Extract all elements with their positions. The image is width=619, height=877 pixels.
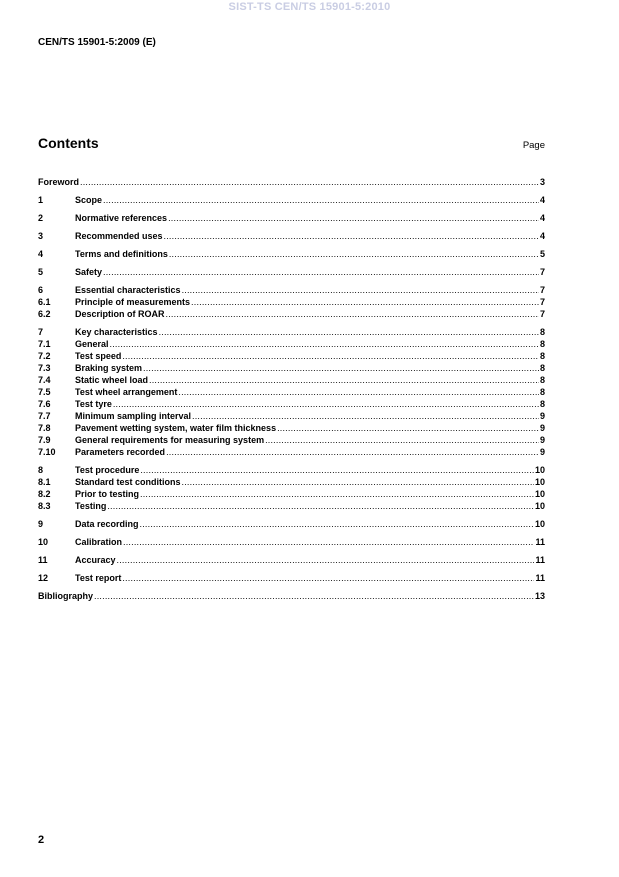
toc-entry[interactable]	[38, 362, 545, 374]
dot-leader	[140, 464, 534, 476]
page-column-label: Page	[522, 140, 545, 151]
toc-entry[interactable]	[38, 554, 545, 566]
toc-entry-number: 6.1	[38, 297, 51, 307]
toc-entry-page: 10	[534, 465, 545, 475]
toc-entry[interactable]	[38, 176, 545, 188]
dot-leader	[192, 410, 539, 422]
dot-leader	[103, 194, 539, 206]
toc-entry-number: 7	[38, 327, 44, 337]
dot-leader	[122, 572, 534, 584]
toc-entry[interactable]	[38, 488, 545, 500]
page-number: 2	[38, 834, 45, 846]
contents-heading: Contents	[38, 135, 99, 151]
toc-entry-title: Test procedure	[75, 465, 140, 475]
toc-entry-number: 10	[38, 537, 49, 547]
toc-entry-title: Key characteristics	[75, 327, 158, 337]
toc-entry[interactable]	[38, 194, 545, 206]
toc-entry-title: Parameters recorded	[75, 447, 166, 457]
dot-leader	[178, 386, 539, 398]
toc-entry-number: 8.2	[38, 489, 51, 499]
toc-entry-number: 9	[38, 519, 44, 529]
table-of-contents	[38, 176, 545, 602]
dot-leader	[168, 212, 539, 224]
toc-entry-number: 7.6	[38, 399, 51, 409]
toc-entry-title: Foreword	[38, 177, 80, 187]
toc-entry[interactable]	[38, 266, 545, 278]
toc-entry[interactable]	[38, 326, 545, 338]
dot-leader	[117, 554, 535, 566]
toc-entry-title: Principle of measurements	[75, 297, 191, 307]
toc-entry-title: Recommended uses	[75, 231, 163, 241]
dot-leader	[182, 284, 539, 296]
toc-entry-title: Static wheel load	[75, 375, 149, 385]
toc-entry-title: Minimum sampling interval	[75, 411, 192, 421]
toc-entry[interactable]	[38, 464, 545, 476]
toc-entry-number: 12	[38, 573, 49, 583]
toc-entry-number: 6.2	[38, 309, 51, 319]
toc-entry-title: Braking system	[75, 363, 143, 373]
toc-entry-number: 5	[38, 267, 44, 277]
toc-entry-page: 4	[539, 213, 545, 223]
dot-leader	[265, 434, 539, 446]
toc-entry-title: Calibration	[75, 537, 123, 547]
toc-entry-number: 7.8	[38, 423, 51, 433]
toc-entry[interactable]	[38, 446, 545, 458]
dot-leader	[166, 446, 539, 458]
toc-entry-title: Bibliography	[38, 591, 94, 601]
toc-entry-title: Safety	[75, 267, 103, 277]
toc-entry-number: 7.4	[38, 375, 51, 385]
toc-entry-page: 8	[539, 339, 545, 349]
toc-entry-number: 8	[38, 465, 44, 475]
toc-entry-page: 10	[534, 477, 545, 487]
toc-entry-number: 8.1	[38, 477, 51, 487]
dot-leader	[80, 176, 539, 188]
toc-entry-title: Pavement wetting system, water film thickness	[75, 423, 277, 433]
toc-entry[interactable]	[38, 476, 545, 488]
toc-entry[interactable]	[38, 248, 545, 260]
dot-leader	[107, 500, 534, 512]
toc-entry[interactable]	[38, 536, 545, 548]
toc-entry-number: 11	[38, 555, 48, 565]
dot-leader	[191, 296, 539, 308]
toc-entry[interactable]	[38, 410, 545, 422]
toc-entry-title: Normative references	[75, 213, 168, 223]
toc-entry-title: Standard test conditions	[75, 477, 181, 487]
toc-entry-number: 7.2	[38, 351, 51, 361]
toc-entry-page: 11	[535, 537, 545, 547]
toc-entry-title: Description of ROAR	[75, 309, 165, 319]
toc-entry-number: 3	[38, 231, 44, 241]
toc-entry-page: 7	[539, 309, 545, 319]
dot-leader	[140, 488, 534, 500]
toc-entry-page: 11	[535, 573, 545, 583]
toc-entry-title: Data recording	[75, 519, 139, 529]
toc-entry-page: 10	[534, 501, 545, 511]
toc-entry-title: Scope	[75, 195, 103, 205]
toc-entry-title: General requirements for measuring system	[75, 435, 265, 445]
dot-leader	[169, 248, 539, 260]
toc-entry-title: Prior to testing	[75, 489, 140, 499]
dot-leader	[123, 536, 534, 548]
toc-entry[interactable]	[38, 422, 545, 434]
toc-entry-title: Testing	[75, 501, 107, 511]
dot-leader	[103, 266, 539, 278]
toc-entry[interactable]	[38, 230, 545, 242]
toc-entry-page: 7	[539, 297, 545, 307]
toc-entry-page: 8	[539, 363, 545, 373]
toc-entry[interactable]	[38, 338, 545, 350]
toc-entry[interactable]	[38, 518, 545, 530]
toc-entry-number: 8.3	[38, 501, 51, 511]
toc-entry-number: 7.9	[38, 435, 51, 445]
toc-entry-number: 1	[38, 195, 44, 205]
toc-entry-page: 9	[539, 411, 545, 421]
dot-leader	[143, 362, 539, 374]
toc-entry-title: General	[75, 339, 109, 349]
toc-entry-number: 2	[38, 213, 44, 223]
toc-entry-page: 9	[539, 423, 545, 433]
toc-entry-number: 6	[38, 285, 44, 295]
toc-entry-title: Test tyre	[75, 399, 112, 409]
dot-leader	[122, 350, 539, 362]
document-id: CEN/TS 15901-5:2009 (E)	[38, 37, 156, 48]
toc-entry-number: 7.5	[38, 387, 51, 397]
dot-leader	[159, 326, 539, 338]
toc-entry-page: 9	[539, 435, 545, 445]
toc-entry[interactable]	[38, 500, 545, 512]
toc-entry-number: 7.1	[38, 339, 51, 349]
toc-entry-page: 7	[539, 285, 545, 295]
toc-entry-page: 11	[535, 555, 545, 565]
toc-entry[interactable]	[38, 590, 545, 602]
dot-leader	[113, 398, 539, 410]
toc-entry-page: 9	[539, 447, 545, 457]
toc-entry[interactable]	[38, 284, 545, 296]
watermark: SIST-TS CEN/TS 15901-5:2010	[228, 1, 391, 13]
dot-leader	[164, 230, 539, 242]
toc-entry[interactable]	[38, 386, 545, 398]
toc-entry-number: 7.3	[38, 363, 51, 373]
toc-entry[interactable]	[38, 308, 545, 320]
toc-entry-page: 13	[534, 591, 545, 601]
toc-entry-page: 10	[534, 489, 545, 499]
toc-entry-page: 4	[539, 231, 545, 241]
toc-entry[interactable]	[38, 434, 545, 446]
toc-entry-page: 7	[539, 267, 545, 277]
dot-leader	[140, 518, 534, 530]
toc-entry-number: 7.10	[38, 447, 56, 457]
dot-leader	[166, 308, 539, 320]
toc-entry-page: 8	[539, 327, 545, 337]
toc-entry[interactable]	[38, 572, 545, 584]
dot-leader	[110, 338, 539, 350]
toc-entry-title: Test speed	[75, 351, 122, 361]
toc-entry-title: Essential characteristics	[75, 285, 181, 295]
toc-entry-page: 8	[539, 375, 545, 385]
toc-entry-title: Accuracy	[75, 555, 116, 565]
toc-entry[interactable]	[38, 374, 545, 386]
toc-entry-title: Test wheel arrangement	[75, 387, 178, 397]
dot-leader	[182, 476, 534, 488]
toc-entry-page: 3	[539, 177, 545, 187]
dot-leader	[94, 590, 534, 602]
toc-entry-title: Terms and definitions	[75, 249, 168, 259]
toc-entry-number: 4	[38, 249, 44, 259]
toc-entry-page: 10	[534, 519, 545, 529]
toc-entry[interactable]	[38, 296, 545, 308]
dot-leader	[149, 374, 539, 386]
toc-entry-page: 8	[539, 351, 545, 361]
toc-entry-page: 8	[539, 399, 545, 409]
toc-entry-title: Test report	[75, 573, 122, 583]
toc-entry[interactable]	[38, 350, 545, 362]
toc-entry-page: 8	[539, 387, 545, 397]
toc-entry-page: 4	[539, 195, 545, 205]
toc-entry-page: 5	[539, 249, 545, 259]
toc-entry-number: 7.7	[38, 411, 51, 421]
toc-entry[interactable]	[38, 398, 545, 410]
dot-leader	[277, 422, 539, 434]
toc-entry[interactable]	[38, 212, 545, 224]
